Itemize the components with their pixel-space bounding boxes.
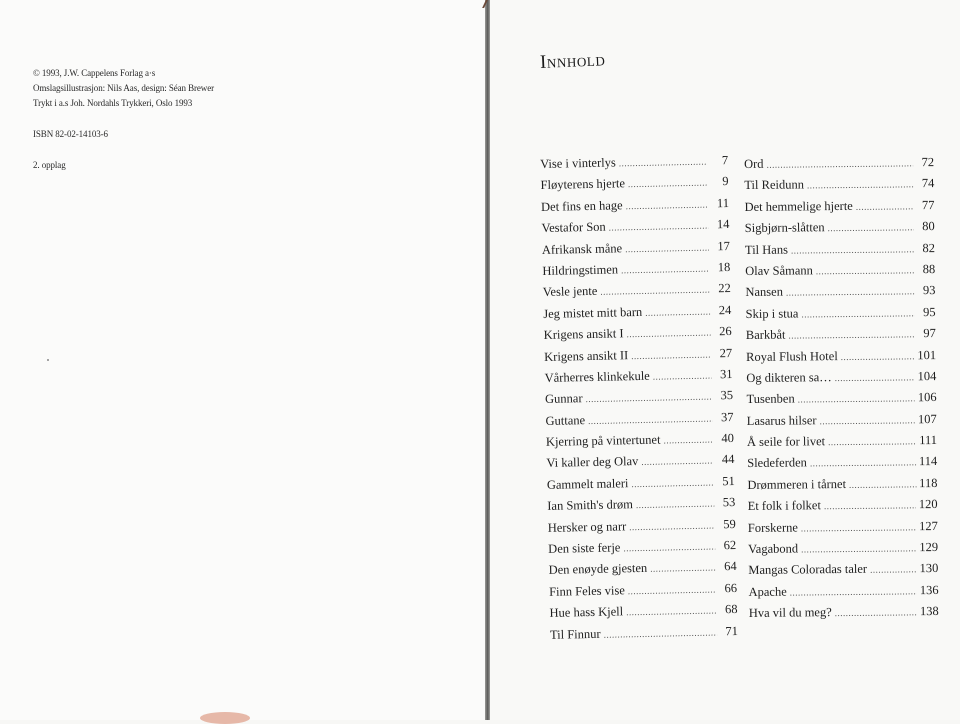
toc-dot-leader [626, 606, 717, 618]
toc-entry-title: Den siste ferje [548, 540, 621, 556]
toc-dot-leader [604, 627, 718, 639]
toc-dot-leader [828, 436, 916, 447]
toc-entry-page: 114 [918, 454, 938, 469]
toc-entry-title: Vesle jente [542, 284, 598, 300]
toc-dot-leader [856, 201, 914, 212]
toc-entry [745, 241, 935, 264]
toc-entry-page: 31 [719, 366, 733, 382]
toc-dot-leader [636, 499, 715, 511]
toc-dot-leader [628, 584, 716, 596]
toc-entry-title: Det fins en hage [540, 198, 623, 214]
toc-entry-title: Lasarus hilser [746, 412, 817, 428]
toc-entry-page: 127 [919, 518, 938, 533]
toc-entry [746, 326, 936, 349]
toc-dot-leader [849, 479, 916, 490]
toc-entry-page: 71 [725, 623, 739, 638]
toc-entry-page: 118 [919, 475, 938, 491]
toc-entry-page: 24 [718, 302, 732, 318]
toc-entry-page: 68 [724, 602, 738, 617]
toc-entry-title: Vestafor Son [541, 219, 606, 236]
imprint-isbn: ISBN 82-02-14103-6 [33, 129, 108, 139]
toc-dot-leader [588, 413, 713, 426]
toc-entry-title: Til Hans [744, 242, 789, 257]
toc-entry-title: Barkbåt [745, 327, 786, 343]
toc-column-left [540, 153, 738, 649]
toc-entry-page: 7 [721, 153, 729, 168]
toc-entry-page: 101 [917, 347, 937, 362]
toc-entry-title: Ord [744, 156, 764, 171]
toc-entry-page: 104 [917, 368, 937, 384]
toc-entry [744, 176, 934, 199]
toc-entry-title: Sigbjørn-slåtten [744, 220, 825, 236]
toc-entry-page: 37 [720, 409, 734, 424]
toc-entry-title: Å seile for livet [746, 434, 826, 450]
toc-entry [748, 497, 938, 520]
toc-entry [745, 283, 935, 306]
toc-entry-title: Fløyterens hjerte [540, 176, 626, 193]
toc-dot-leader [766, 158, 913, 170]
toc-dot-leader [653, 370, 712, 381]
toc-entry-page: 120 [918, 497, 938, 512]
toc-entry-page: 14 [716, 217, 730, 232]
toc-entry-page: 93 [922, 283, 936, 298]
toc-entry-title: Krigens ansikt I [543, 326, 624, 343]
toc-entry-page: 82 [922, 240, 936, 255]
toc-dot-leader [807, 180, 913, 191]
toc-entry-title: Hersker og narr [547, 518, 627, 535]
toc-entry-page: 66 [724, 580, 738, 596]
toc-entry-title: Et folk i folket [747, 498, 821, 514]
toc-entry [744, 198, 934, 221]
toc-dot-leader [791, 244, 914, 255]
toc-entry-title: Vise i vinterlys [540, 155, 616, 171]
toc-entry-page: 62 [723, 538, 737, 553]
toc-entry-title: Drømmeren i tårnet [747, 476, 847, 492]
toc-dot-leader [631, 349, 711, 361]
toc-dot-leader [609, 221, 709, 233]
toc-entry-title: Finn Feles vise [548, 583, 625, 599]
toc-dot-leader [790, 586, 917, 597]
toc-entry-title: Royal Flush Hotel [746, 348, 838, 364]
toc-entry-page: 22 [718, 281, 731, 296]
toc-dot-leader [626, 199, 709, 211]
toc-dot-leader [645, 306, 710, 317]
toc-column-right [744, 155, 939, 628]
toc-dot-leader [801, 308, 914, 319]
toc-dot-leader [619, 157, 708, 169]
toc-entry-page: 138 [919, 604, 939, 619]
toc-entry-title: Apache [748, 584, 787, 599]
toc-entry [746, 369, 936, 392]
toc-entry-title: Mangas Coloradas taler [748, 562, 868, 578]
toc-entry [749, 604, 939, 627]
toc-entry-title: Gammelt maleri [546, 476, 629, 492]
toc-entry-page: 111 [919, 433, 938, 448]
imprint-edition: 2. opplag [33, 160, 66, 170]
toc-entry [550, 624, 738, 649]
toc-dot-leader [824, 500, 916, 511]
toc-entry-page: 18 [717, 259, 731, 275]
toc-entry [747, 412, 937, 435]
toc-entry [747, 454, 937, 477]
toc-dot-leader [650, 563, 716, 574]
toc-dot-leader [810, 458, 916, 469]
toc-entry-page: 130 [919, 561, 939, 576]
toc-entry-title: Og dikteren sa… [746, 370, 832, 385]
toc-entry [747, 476, 937, 499]
toc-dot-leader [841, 351, 915, 362]
toc-entry [744, 155, 934, 178]
toc-entry-page: 95 [923, 304, 936, 319]
toc-entry-title: Forskerne [747, 520, 798, 535]
toc-entry-page: 74 [921, 176, 935, 191]
toc-entry-title: Den enøyde gjesten [548, 561, 648, 578]
toc-dot-leader [828, 222, 914, 233]
imprint-printer: Trykt i a.s Joh. Nordahls Trykkeri, Oslo 1993 [33, 98, 193, 108]
toc-dot-leader [621, 263, 709, 275]
toc-entry-page: 40 [721, 431, 735, 446]
imprint-cover-credit: Omslagsillustrasjon: Nils Aas, design: Séan Brewer [33, 83, 214, 93]
toc-entry-page: 129 [919, 540, 939, 555]
toc-entry-title: Kjerring på vintertunet [545, 432, 661, 450]
toc-dot-leader [788, 329, 915, 340]
toc-entry-title: Vårherres klinkekule [544, 368, 650, 385]
toc-entry [746, 305, 936, 328]
toc-entry-title: Hue hass Kjell [549, 604, 624, 621]
toc-dot-leader [628, 178, 708, 190]
toc-dot-leader [835, 607, 917, 618]
toc-entry-title: Krigens ansikt II [544, 347, 629, 364]
toc-dot-leader [623, 541, 715, 553]
toc-entry-title: Ian Smith's drøm [547, 497, 634, 514]
toc-entry [747, 433, 937, 456]
toc-entry-page: 9 [722, 174, 729, 189]
toc-dot-leader [663, 435, 713, 446]
copyright-imprint [33, 66, 214, 173]
toc-entry-title: Olav Såmann [745, 263, 813, 278]
toc-entry-page: 88 [922, 261, 936, 277]
toc-dot-leader [625, 242, 709, 254]
toc-entry-title: Hildringstimen [542, 262, 619, 278]
toc-entry-title: Jeg mistet mitt barn [543, 304, 643, 321]
toc-entry [748, 540, 938, 563]
toc-dot-leader [626, 328, 710, 340]
toc-entry [745, 219, 935, 242]
toc-entry-page: 106 [917, 390, 937, 405]
toc-entry-title: Hva vil du meg? [748, 605, 832, 621]
toc-entry [748, 561, 938, 584]
toc-entry [745, 262, 935, 285]
toc-entry-title: Vi kaller deg Olav [546, 454, 639, 471]
toc-entry-page: 97 [923, 326, 936, 341]
toc-entry-title: Skip i stua [745, 306, 799, 321]
paper-speck [47, 359, 49, 361]
toc-entry-title: Afrikansk måne [541, 240, 623, 257]
toc-entry-title: Det hemmelige hjerte [744, 198, 853, 214]
toc-entry-title: Sledeferden [747, 455, 807, 471]
toc-dot-leader [585, 392, 712, 405]
imprint-copyright: © 1993, J.W. Cappelens Forlag a·s [33, 68, 156, 78]
toc-dot-leader [870, 565, 917, 575]
toc-entry-page: 17 [717, 238, 731, 253]
toc-entry-title: Vagabond [748, 541, 799, 557]
toc-dot-leader [629, 520, 715, 532]
finger-smudge [200, 712, 250, 724]
toc-dot-leader [819, 415, 915, 426]
toc-entry-title: Til Finnur [549, 626, 601, 642]
toc-entry-title: Til Reidunn [744, 177, 805, 193]
toc-entry-page: 51 [722, 473, 735, 489]
toc-entry-page: 64 [723, 559, 737, 574]
toc-entry-page: 27 [719, 345, 733, 360]
toc-dot-leader [801, 543, 916, 554]
toc-entry-page: 136 [919, 582, 939, 597]
toc-dot-leader [835, 372, 915, 383]
toc-dot-leader [798, 394, 915, 405]
toc-entry-title: Guttane [545, 412, 586, 428]
toc-dot-leader [631, 477, 714, 489]
toc-entry [748, 519, 938, 542]
toc-entry-page: 107 [917, 411, 937, 426]
toc-entry-page: 35 [720, 388, 734, 403]
toc-entry-page: 26 [719, 324, 732, 339]
toc-entry-page: 44 [721, 452, 735, 467]
toc-dot-leader [641, 456, 713, 468]
toc-heading: Innhold [539, 49, 606, 73]
toc-entry [746, 390, 936, 413]
toc-dot-leader [816, 265, 914, 276]
toc-dot-leader [600, 285, 710, 297]
toc-entry-page: 53 [722, 495, 736, 510]
toc-entry-page: 59 [723, 516, 736, 531]
toc-entry-page: 72 [921, 155, 935, 170]
toc-entry-title: Nansen [745, 284, 783, 300]
toc-dot-leader [786, 287, 915, 298]
toc-entry [746, 348, 936, 371]
toc-entry-title: Tusenben [746, 391, 795, 407]
toc-entry [748, 583, 938, 606]
toc-entry-title: Gunnar [544, 391, 583, 407]
toc-entry-page: 80 [922, 219, 935, 234]
toc-entry-page: 77 [921, 197, 935, 212]
toc-dot-leader [801, 522, 916, 533]
toc-entry-page: 11 [716, 195, 730, 211]
